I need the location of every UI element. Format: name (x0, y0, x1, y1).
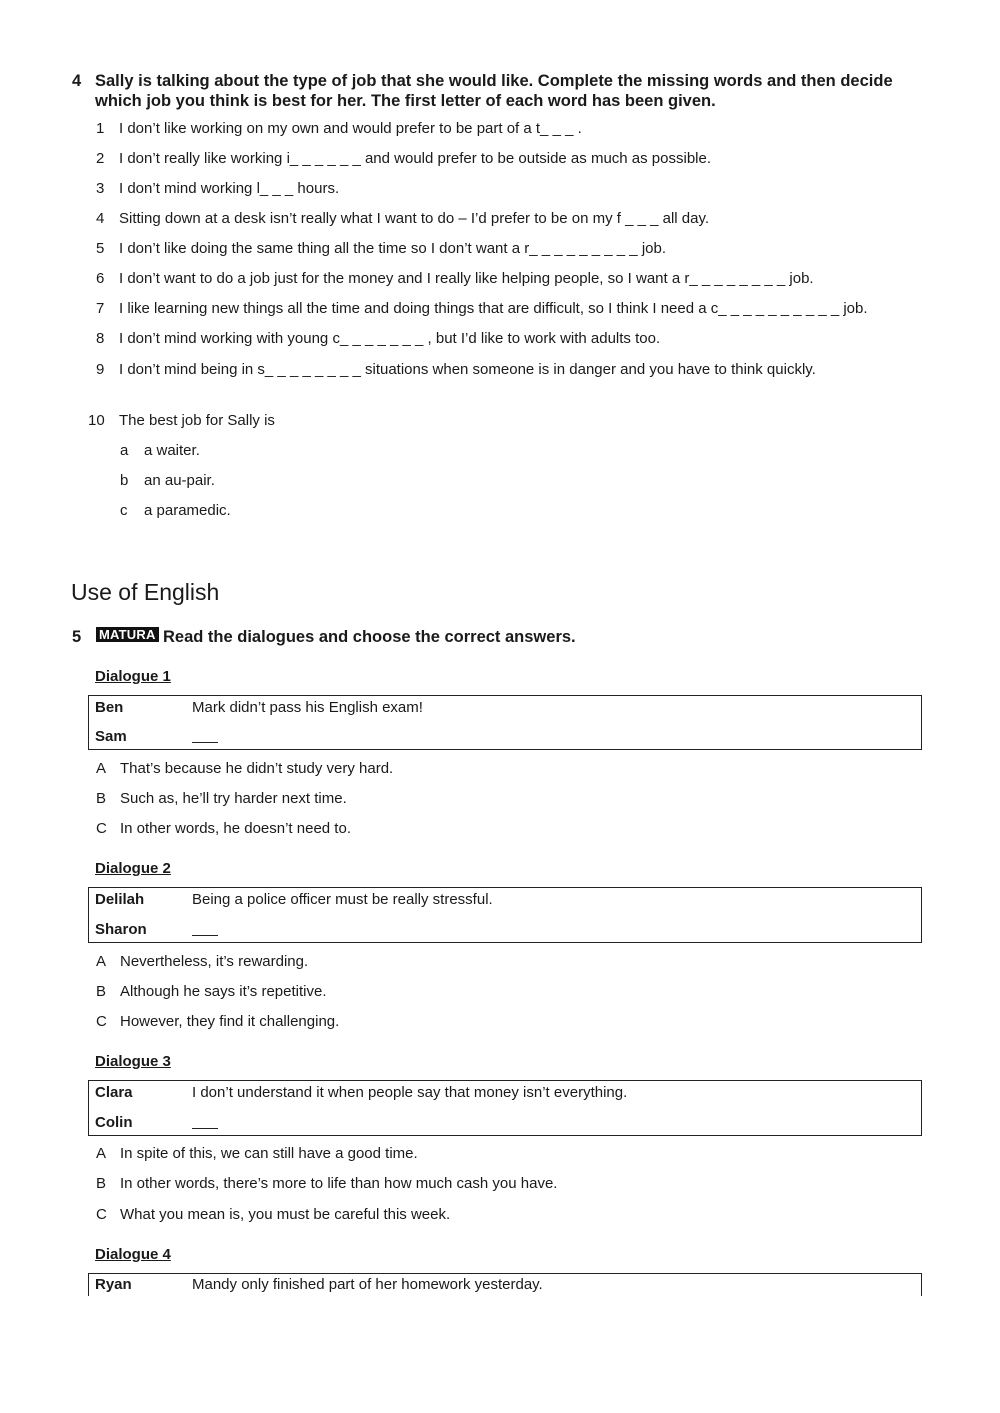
option-text: However, they find it challenging. (120, 1013, 340, 1030)
utterance: Mandy only finished part of her homework yesterday. (192, 1276, 543, 1293)
item-text: I don’t mind working with young c_ _ _ _ _ _ _ , but I’d like to work with adults too. (119, 330, 661, 347)
dialogue-title: Dialogue 1 (95, 668, 171, 685)
option-text: What you mean is, you must be careful this week. (120, 1206, 451, 1223)
item-number: 2 (96, 150, 105, 167)
item-number: 6 (96, 270, 105, 287)
option-text: Although he says it’s repetitive. (120, 983, 327, 1000)
section-title: Use of English (71, 579, 220, 605)
dialogue-box (88, 887, 922, 943)
option-letter: c (120, 502, 128, 519)
option-letter: C (96, 1206, 107, 1223)
item-text: I don’t want to do a job just for the money and I really like helping people, so I want a r_ _ _ _ _ _ _ _ job. (119, 270, 814, 287)
item-number: 8 (96, 330, 105, 347)
speaker-name: Clara (95, 1084, 133, 1101)
speaker-name: Colin (95, 1114, 133, 1131)
item-text: The best job for Sally is (119, 412, 275, 429)
item-text: I don’t mind working l_ _ _ hours. (119, 180, 340, 197)
option-letter: B (96, 790, 107, 807)
speaker-name: Sharon (95, 921, 147, 938)
option-text: In other words, he doesn’t need to. (120, 820, 351, 837)
blank-line (192, 1114, 218, 1129)
dialogue-box (88, 695, 922, 750)
item-number: 10 (88, 412, 105, 429)
dialogue-title: Dialogue 4 (95, 1246, 171, 1263)
matura-badge: MATURA (96, 627, 159, 642)
item-text: I don’t mind being in s_ _ _ _ _ _ _ _ situations when someone is in danger and you have to think quickly. (119, 361, 816, 378)
option-text: In other words, there’s more to life than how much cash you have. (120, 1175, 558, 1192)
blank-line (192, 921, 218, 936)
utterance: I don’t understand it when people say that money isn’t everything. (192, 1084, 628, 1101)
option-text: In spite of this, we can still have a good time. (120, 1145, 418, 1162)
option-text: a paramedic. (144, 502, 231, 519)
dialogue-title: Dialogue 2 (95, 860, 171, 877)
utterance: Being a police officer must be really stressful. (192, 891, 493, 908)
blank-line (192, 728, 218, 743)
option-letter: C (96, 1013, 107, 1030)
dialogue-box (88, 1273, 922, 1296)
item-text: I like learning new things all the time and doing things that are difficult, so I think I need a c_ _ _ _ _ _ _ _ _ _ job. (119, 300, 868, 317)
answer-blank[interactable] (192, 921, 218, 939)
exercise-instruction: Sally is talking about the type of job that she would like. Complete the missing words and then decide which job you think is best for her. The first letter of each word has been given. (95, 72, 893, 110)
dialogue-title: Dialogue 3 (95, 1053, 171, 1070)
utterance: Mark didn’t pass his English exam! (192, 699, 423, 716)
option-text: a waiter. (144, 442, 200, 459)
speaker-name: Delilah (95, 891, 145, 908)
item-number: 7 (96, 300, 105, 317)
speaker-name: Sam (95, 728, 127, 745)
option-letter: a (120, 442, 129, 459)
item-number: 9 (96, 361, 105, 378)
option-letter: A (96, 760, 107, 777)
item-number: 4 (96, 210, 105, 227)
exercise-number: 4 (72, 72, 82, 90)
option-letter: A (96, 953, 107, 970)
answer-blank[interactable] (192, 728, 218, 746)
option-text: an au-pair. (144, 472, 215, 489)
option-letter: C (96, 820, 107, 837)
speaker-name: Ben (95, 699, 124, 716)
dialogue-box (88, 1080, 922, 1136)
exercise-instruction: Read the dialogues and choose the correct answers. (163, 628, 576, 646)
item-number: 1 (96, 120, 105, 137)
option-text: That’s because he didn’t study very hard. (120, 760, 394, 777)
exercise-4-heading (72, 71, 932, 111)
item-number: 3 (96, 180, 105, 197)
item-text: I don’t like doing the same thing all the time so I don’t want a r_ _ _ _ _ _ _ _ _ job. (119, 240, 667, 257)
item-text: Sitting down at a desk isn’t really what I want to do – I’d prefer to be on my f _ _ _ all day. (119, 210, 710, 227)
answer-blank[interactable] (192, 1114, 218, 1132)
speaker-name: Ryan (95, 1276, 132, 1293)
item-text: I don’t like working on my own and would prefer to be part of a t_ _ _ . (119, 120, 582, 137)
option-letter: B (96, 983, 107, 1000)
option-text: Such as, he’ll try harder next time. (120, 790, 347, 807)
exercise-number: 5 (72, 628, 82, 646)
option-text: Nevertheless, it’s rewarding. (120, 953, 309, 970)
item-number: 5 (96, 240, 105, 257)
option-letter: B (96, 1175, 107, 1192)
item-text: I don’t really like working i_ _ _ _ _ _ and would prefer to be outside as much as possible. (119, 150, 712, 167)
option-letter: A (96, 1145, 107, 1162)
option-letter: b (120, 472, 129, 489)
